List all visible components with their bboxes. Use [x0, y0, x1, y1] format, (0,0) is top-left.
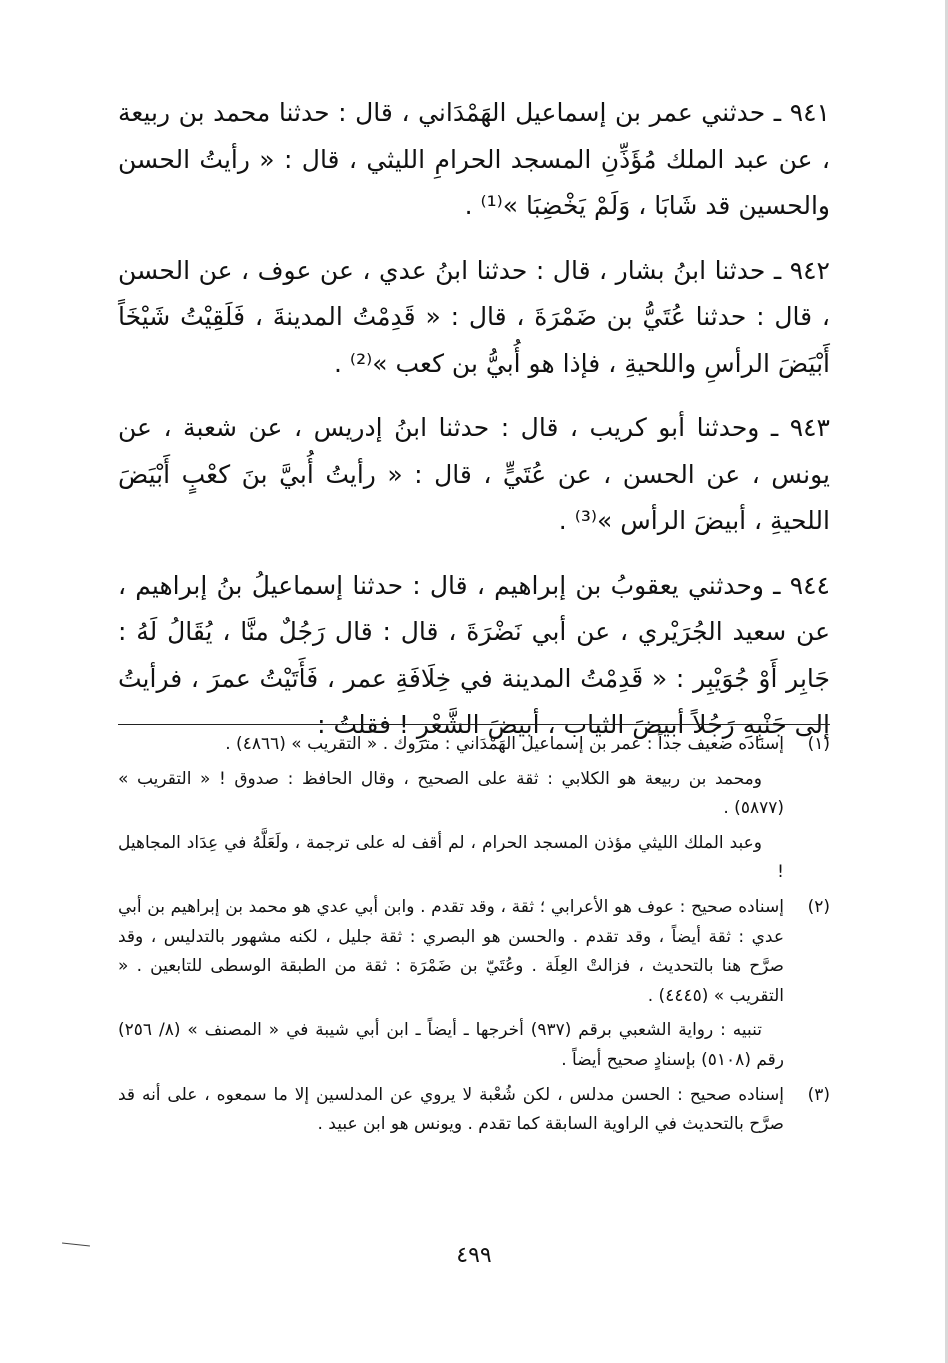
footnote-1: [118, 730, 830, 760]
footnote-1-sub-1: ومحمد بن ربيعة هو الكلابي : ثقة على الصحيح ، وقال الحافظ : صدوق ! « التقريب » (٥٨٧٧) .: [118, 768, 784, 819]
hadith-942: ٩٤٢ ـ حدثنا ابنُ بشار ، قال : حدثنا ابنُ عدي ، عن عوف ، عن الحسن ، قال : حدثنا عُتَيُّ بن ضَمْرَةَ ، قال : « قَدِمْتُ المدينةَ ، فَلَقِيْتُ شَيْخَاً أَبْيَضَ الرأسِ واللحيةِ ، فإذا هو أُبيُّ بن كعب »⁽²⁾ .: [118, 255, 830, 378]
footnote-mark: (٣): [807, 1084, 830, 1105]
footnote-text: إسناده صحيح : عوف هو الأعرابي ؛ ثقة ، وقد تقدم . وابن أبي عدي هو محمد بن إبراهيم بن أبي عدي : ثقة أيضاً ، وقد تقدم . والحسن هو البصري : ثقة جليل ، لكنه مشهور بالتدليس ، وقد صرَّح هنا بالتحديث ، فزالتْ العِلَة . وعُتَيّ بن ضَمْرَة : ثقة من الطبقة الوسطى للتابعين . « التقريب » (٤٤٤٥) .: [118, 896, 784, 1006]
hadith-943: ٩٤٣ ـ وحدثنا أبو كريب ، قال : حدثنا ابنُ إدريس ، عن شعبة ، عن يونس ، عن الحسن ، عن عُتَيٍّ ، قال : « رأيتُ أُبيَّ بنَ كعْبٍ أَبْيَضَ اللحيةِ ، أبيضَ الرأس »⁽³⁾ .: [118, 413, 830, 535]
page-number: ٤٩٩: [456, 1243, 492, 1268]
footnotes: [118, 730, 830, 1145]
footnote-3: [118, 1081, 830, 1140]
hadith-944: ٩٤٤ ـ وحدثني يعقوبُ بن إبراهيم ، قال : حدثنا إسماعيلُ بنُ إبراهيم ، عن سعيد الجُرَيْري ، عن أبي نَضْرَةَ ، قال : قال رَجُلٌ منَّا ، يُقَالُ لَهُ : جَابِر أَوْ جُوَيْبِر : « قَدِمْتُ المدينة في خِلَافَةِ عمر ، فَأَتَيْتُ عمرَ ، فرأيتُ إلى جَنْبِهِ رَجُلاً أبيضَ الثياب ، أبيضَ الشَّعْرِ ! فقلتُ :: [118, 570, 830, 739]
hadith-941: ٩٤١ ـ حدثني عمر بن إسماعيل الهَمْدَاني ، قال : حدثنا محمد بن ربيعة ، عن عبد الملك مُؤَذِّنِ المسجد الحرامِ الليثي ، قال : « رأيتُ الحسن والحسين قد شَابَا ، وَلَمْ يَخْضِبَا »⁽¹⁾ .: [118, 98, 830, 220]
main-text: [118, 90, 830, 767]
footnote-divider: [118, 724, 830, 725]
footnote-2: [118, 893, 830, 1011]
footnote-text: إسناده ضعيف جداً : عمر بن إسماعيل الهَمْدَاني : متروك . « التقريب » (٤٨٦٦) .: [225, 734, 784, 754]
scan-mark: [62, 1243, 90, 1247]
footnote-text: إسناده صحيح : الحسن مدلس ، لكن شُعْبة لا يروي عن المدلسين إلا ما سمعوه ، على أنه قد صرَّح بالتحديث في الراوية السابقة كما تقدم . ويونس هو ابن عبيد .: [118, 1084, 784, 1135]
footnote-mark: (١): [807, 734, 830, 754]
footnote-2-sub-1: تنبيه : رواية الشعبي برقم (٩٣٧) أخرجها ـ أيضاً ـ ابن أبي شيبة في « المصنف » (٨/ ٢٥٦) رقم (٥١٠٨) بإسنادٍ صحيح أيضاً .: [118, 1020, 784, 1070]
footnote-1-sub-2: وعبد الملك الليثي مؤذن المسجد الحرام ، لم أقف له على ترجمة ، ولَعَلَّهُ في عِدَاد المجاهيل !: [118, 832, 784, 883]
footnote-mark: (٢): [807, 896, 830, 917]
